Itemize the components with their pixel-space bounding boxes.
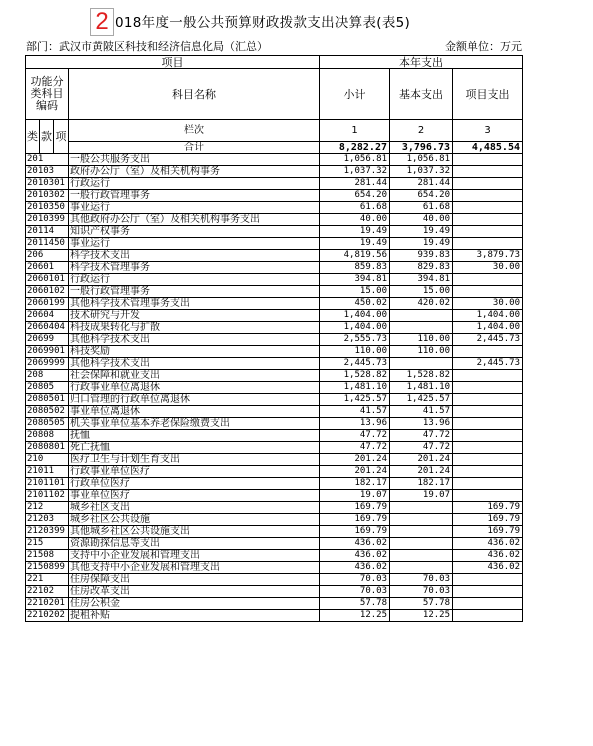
row-subject-name: 城乡社区公共设施 [69,514,320,526]
row-basic: 1,056.81 [390,154,453,166]
row-code: 2010399 [26,214,69,226]
table-row [26,430,523,442]
row-subtotal: 201.24 [320,454,390,466]
row-code: 2101102 [26,490,69,502]
currency-unit-label: 金额单位：万元 [445,40,522,53]
row-code: 2010301 [26,178,69,190]
row-basic [390,550,453,562]
row-subject-name: 事业运行 [69,202,320,214]
row-code: 215 [26,538,69,550]
row-project: 436.02 [453,562,523,574]
row-code: 2060101 [26,274,69,286]
row-subtotal: 61.68 [320,202,390,214]
table-row [26,286,523,298]
title-digit-cell[interactable]: 2 [90,8,114,36]
row-project [453,574,523,586]
row-code: 206 [26,250,69,262]
row-project: 2,445.73 [453,358,523,370]
row-subject-name: 政府办公厅（室）及相关机构事务 [69,166,320,178]
row-project [453,442,523,454]
row-project [453,274,523,286]
table-row [26,442,523,454]
row-code: 2011450 [26,238,69,250]
row-basic: 19.07 [390,490,453,502]
title-text: 018年度一般公共预算财政拨款支出决算表(表5) [115,15,411,31]
row-basic [390,538,453,550]
row-code: 20604 [26,310,69,322]
row-subtotal: 41.57 [320,406,390,418]
row-code: 20699 [26,334,69,346]
row-project [453,490,523,502]
row-basic [390,358,453,370]
row-subtotal: 47.72 [320,430,390,442]
row-subtotal: 436.02 [320,562,390,574]
row-subtotal: 40.00 [320,214,390,226]
header-col3: 3 [453,120,523,142]
table-row [26,322,523,334]
table-row [26,262,523,274]
row-subject-name: 知识产权事务 [69,226,320,238]
row-project [453,346,523,358]
report-subheader [26,40,522,54]
row-basic: 12.25 [390,610,453,622]
row-basic: 1,037.32 [390,166,453,178]
table-row [26,310,523,322]
row-subject-name: 行政事业单位医疗 [69,466,320,478]
row-code: 2060102 [26,286,69,298]
row-project [453,394,523,406]
row-code: 2010350 [26,202,69,214]
row-basic: 420.02 [390,298,453,310]
table-row [26,214,523,226]
row-subtotal: 15.00 [320,286,390,298]
row-subject-name: 技术研究与开发 [69,310,320,322]
row-project [453,154,523,166]
row-basic: 110.00 [390,334,453,346]
row-subtotal: 201.24 [320,466,390,478]
row-code: 22102 [26,586,69,598]
row-project: 169.79 [453,502,523,514]
row-code: 20808 [26,430,69,442]
row-project: 2,445.73 [453,334,523,346]
row-subject-name: 事业单位离退休 [69,406,320,418]
row-code: 21203 [26,514,69,526]
table-row [26,298,523,310]
row-code: 2150899 [26,562,69,574]
row-subject-name: 其他科学技术管理事务支出 [69,298,320,310]
row-basic: 654.20 [390,190,453,202]
row-subject-name: 一般行政管理事务 [69,286,320,298]
row-subtotal: 19.49 [320,226,390,238]
row-subject-name: 归口管理的行政单位离退休 [69,394,320,406]
row-basic: 281.44 [390,178,453,190]
row-subject-name: 医疗卫生与计划生育支出 [69,454,320,466]
row-subject-name: 行政运行 [69,178,320,190]
row-basic: 70.03 [390,574,453,586]
row-project: 169.79 [453,526,523,538]
row-subtotal: 436.02 [320,538,390,550]
row-subject-name: 支持中小企业发展和管理支出 [69,550,320,562]
row-project [453,598,523,610]
row-project [453,370,523,382]
row-code: 2069999 [26,358,69,370]
row-code: 2080501 [26,394,69,406]
row-subject-name: 住房保障支出 [69,574,320,586]
row-subtotal: 1,425.57 [320,394,390,406]
row-project: 436.02 [453,538,523,550]
table-row [26,586,523,598]
row-subtotal: 169.79 [320,514,390,526]
row-project: 1,404.00 [453,310,523,322]
total-subtotal: 8,282.27 [320,142,390,154]
row-subtotal: 12.25 [320,610,390,622]
table-row [26,238,523,250]
row-basic: 19.49 [390,238,453,250]
department-label: 部门：武汉市黄陂区科技和经济信息化局（汇总） [26,40,268,53]
row-project [453,214,523,226]
row-code: 21011 [26,466,69,478]
row-code: 20103 [26,166,69,178]
row-subject-name: 住房改革支出 [69,586,320,598]
table-row [26,178,523,190]
table-row [26,466,523,478]
row-subtotal: 1,037.32 [320,166,390,178]
row-subtotal: 281.44 [320,178,390,190]
row-code: 221 [26,574,69,586]
row-project: 1,404.00 [453,322,523,334]
table-row [26,202,523,214]
row-project [453,238,523,250]
table-row [26,478,523,490]
row-project [453,202,523,214]
header-item: 项目 [26,56,320,69]
row-project [453,286,523,298]
row-subtotal: 2,555.73 [320,334,390,346]
table-row [26,190,523,202]
row-project: 3,879.73 [453,250,523,262]
row-basic: 110.00 [390,346,453,358]
row-subject-name: 科学技术支出 [69,250,320,262]
row-subtotal: 57.78 [320,598,390,610]
row-subtotal: 436.02 [320,550,390,562]
row-subject-name: 科学技术管理事务 [69,262,320,274]
row-basic: 57.78 [390,598,453,610]
row-basic: 13.96 [390,418,453,430]
row-basic: 61.68 [390,202,453,214]
row-subtotal: 394.81 [320,274,390,286]
row-basic: 19.49 [390,226,453,238]
row-code: 2080801 [26,442,69,454]
table-row [26,226,523,238]
row-subject-name: 提租补贴 [69,610,320,622]
row-project [453,178,523,190]
total-label: 合计 [69,142,320,154]
table-row [26,526,523,538]
header-xiang: 项 [54,120,69,154]
header-col2: 2 [390,120,453,142]
row-project [453,166,523,178]
row-basic: 394.81 [390,274,453,286]
table-row [26,538,523,550]
table-row [26,418,523,430]
row-subject-name: 死亡抚恤 [69,442,320,454]
header-basic: 基本支出 [390,69,453,120]
row-code: 2060404 [26,322,69,334]
table-row [26,334,523,346]
row-subtotal: 1,404.00 [320,310,390,322]
row-code: 2060199 [26,298,69,310]
table-row [26,154,523,166]
row-code: 201 [26,154,69,166]
row-project [453,454,523,466]
total-basic: 3,796.73 [390,142,453,154]
row-code: 20805 [26,382,69,394]
row-subtotal: 859.83 [320,262,390,274]
row-code: 210 [26,454,69,466]
row-subtotal: 2,445.73 [320,358,390,370]
row-code: 21508 [26,550,69,562]
row-project [453,406,523,418]
row-project [453,478,523,490]
row-project [453,586,523,598]
row-code: 2120399 [26,526,69,538]
row-subject-name: 城乡社区支出 [69,502,320,514]
row-project [453,466,523,478]
row-basic: 182.17 [390,478,453,490]
row-subtotal: 19.07 [320,490,390,502]
row-project [453,226,523,238]
table-row [26,166,523,178]
row-subtotal: 654.20 [320,190,390,202]
row-code: 2080502 [26,406,69,418]
row-subject-name: 社会保障和就业支出 [69,370,320,382]
row-subtotal: 1,404.00 [320,322,390,334]
row-basic [390,526,453,538]
row-subject-name: 一般行政管理事务 [69,190,320,202]
row-basic: 15.00 [390,286,453,298]
row-subject-name: 抚恤 [69,430,320,442]
row-basic: 939.83 [390,250,453,262]
row-subject-name: 行政事业单位离退休 [69,382,320,394]
row-basic [390,310,453,322]
header-kuan: 款 [40,120,54,154]
row-basic [390,562,453,574]
row-subtotal: 1,481.10 [320,382,390,394]
row-subtotal: 70.03 [320,586,390,598]
row-subject-name: 机关事业单位基本养老保险缴费支出 [69,418,320,430]
table-row [26,346,523,358]
table-row [26,274,523,286]
row-subject-name: 其他城乡社区公共设施支出 [69,526,320,538]
table-row [26,598,523,610]
table-row [26,250,523,262]
row-code: 2010302 [26,190,69,202]
row-subtotal: 110.00 [320,346,390,358]
row-subtotal: 450.02 [320,298,390,310]
row-basic: 829.83 [390,262,453,274]
row-project [453,430,523,442]
row-subject-name: 科技成果转化与扩散 [69,322,320,334]
row-subject-name: 一般公共服务支出 [69,154,320,166]
row-subtotal: 4,819.56 [320,250,390,262]
row-basic: 1,425.57 [390,394,453,406]
row-code: 20114 [26,226,69,238]
row-subject-name: 其他科学技术支出 [69,358,320,370]
expenditure-table [25,55,523,622]
row-subject-name: 其他支持中小企业发展和管理支出 [69,562,320,574]
row-basic: 201.24 [390,454,453,466]
row-basic: 47.72 [390,430,453,442]
header-lanci: 栏次 [69,120,320,142]
row-basic: 201.24 [390,466,453,478]
report-title [90,8,410,36]
header-col1: 1 [320,120,390,142]
row-subtotal: 1,056.81 [320,154,390,166]
header-project: 项目支出 [453,69,523,120]
row-basic: 70.03 [390,586,453,598]
row-subject-name: 行政运行 [69,274,320,286]
row-project [453,382,523,394]
row-basic: 41.57 [390,406,453,418]
row-subject-name: 其他政府办公厅（室）及相关机构事务支出 [69,214,320,226]
table-row [26,550,523,562]
row-basic: 1,528.82 [390,370,453,382]
row-basic [390,322,453,334]
row-project [453,190,523,202]
row-project: 30.00 [453,298,523,310]
row-project [453,418,523,430]
table-row [26,382,523,394]
row-project: 30.00 [453,262,523,274]
total-project: 4,485.54 [453,142,523,154]
header-lei: 类 [26,120,40,154]
row-project: 436.02 [453,550,523,562]
row-code: 2101101 [26,478,69,490]
table-row [26,454,523,466]
table-row [26,502,523,514]
row-subject-name: 其他科学技术支出 [69,334,320,346]
row-subtotal: 70.03 [320,574,390,586]
table-row [26,562,523,574]
row-subject-name: 事业运行 [69,238,320,250]
row-basic [390,502,453,514]
row-code: 2210202 [26,610,69,622]
row-subtotal: 182.17 [320,478,390,490]
table-row [26,610,523,622]
row-code: 2210201 [26,598,69,610]
row-basic: 40.00 [390,214,453,226]
row-project [453,610,523,622]
row-subtotal: 169.79 [320,502,390,514]
table-row [26,514,523,526]
row-subtotal: 1,528.82 [320,370,390,382]
header-subject-name: 科目名称 [69,69,320,120]
row-code: 2080505 [26,418,69,430]
header-func-code: 功能分类科目编码 [26,69,69,120]
table-row [26,394,523,406]
row-subtotal: 169.79 [320,526,390,538]
row-code: 2069901 [26,346,69,358]
row-basic [390,514,453,526]
row-subject-name: 住房公积金 [69,598,320,610]
header-current-year: 本年支出 [320,56,523,69]
row-subject-name: 事业单位医疗 [69,490,320,502]
row-subtotal: 47.72 [320,442,390,454]
row-basic: 47.72 [390,442,453,454]
row-subtotal: 19.49 [320,238,390,250]
row-basic: 1,481.10 [390,382,453,394]
row-code: 208 [26,370,69,382]
table-row [26,406,523,418]
row-subject-name: 资源勘探信息等支出 [69,538,320,550]
table-row [26,490,523,502]
row-subject-name: 科技奖励 [69,346,320,358]
header-subtotal: 小计 [320,69,390,120]
row-subtotal: 13.96 [320,418,390,430]
table-row [26,370,523,382]
row-code: 212 [26,502,69,514]
row-code: 20601 [26,262,69,274]
row-subject-name: 行政单位医疗 [69,478,320,490]
table-row [26,358,523,370]
row-project: 169.79 [453,514,523,526]
table-row [26,574,523,586]
